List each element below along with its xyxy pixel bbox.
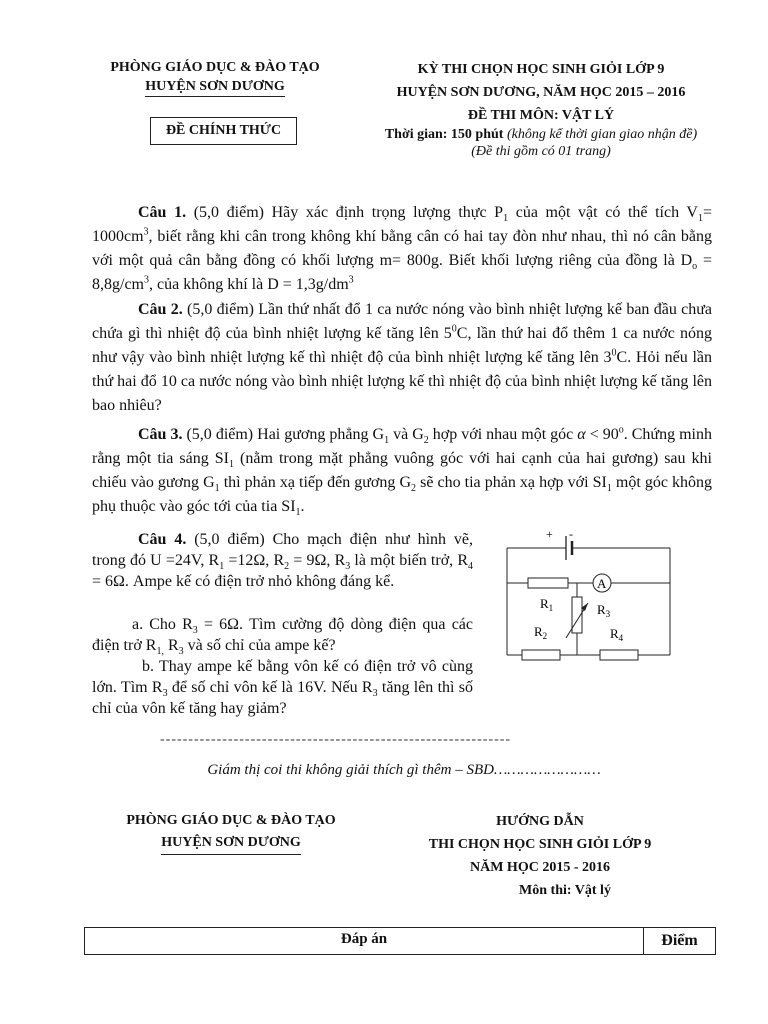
- answer-subtitle: THI CHỌN HỌC SINH GIỎI LỚP 9: [428, 837, 652, 852]
- exam-title: KỲ THI CHỌN HỌC SINH GIỎI LỚP 9: [417, 62, 665, 77]
- exam-district-year: HUYỆN SƠN DƯƠNG, NĂM HỌC 2015 – 2016: [396, 85, 686, 100]
- answer-title: HƯỚNG DẪN: [496, 814, 584, 829]
- r3-label: $R_3$: [597, 602, 611, 619]
- official-exam-box: ĐỀ CHÍNH THỨC: [150, 117, 297, 145]
- question-4-part-a: a. Cho $R_3 = 6\Omega$. Tìm cường độ dòng điện qua các điện trở $R_{1,}$ $R_3$ và số chỉ của ampe kế?: [92, 616, 474, 658]
- question-1: Câu 1. (5,0 điểm) Hãy xác định trọng lượng thực $P_1$ của một vật có thể tích $V_1= 1000cm^3$, biết rằng khi cân trong không khí bằng cân có hai tay đòn như nhau, thì nó cân bằng với một quả cân bằng đồng có khối lượng m= 800g. Biết khối lượng riêng của đồng là $D_o = 8,8g/cm^3$, của không khí là $D = 1,3g/dm^3$: [92, 204, 713, 293]
- r1-label: $R_1$: [540, 596, 554, 613]
- battery-minus-label: -: [569, 527, 573, 541]
- resistor-r2: [522, 650, 560, 660]
- question-2: Câu 2. (5,0 điểm) Lần thứ nhất đổ 1 ca nước nóng vào bình nhiệt lượng kế ban đầu chưa chứa gì thì nhiệt độ của bình nhiệt lượng kế tăng lên $5^0C$, lần thứ hai đổ thêm 1 ca nước nóng như vậy vào bình nhiệt lượng kế thì nhiệt độ của bình nhiệt lượng kế tăng lên $3^0C$. Hỏi nếu lần thứ hai đổ 10 ca nước nóng vào bình nhiệt lượng kế thì nhiệt độ của bình nhiệt lượng kế tăng lên bao nhiêu?: [92, 301, 713, 414]
- resistor-r1: [528, 578, 568, 588]
- district-name: HUYỆN SƠN DƯƠNG: [145, 77, 285, 97]
- score-column-header: Điểm: [661, 932, 698, 949]
- question-3: Câu 3. (5,0 điểm) Hai gương phẳng $G_1$ và $G_2$ hợp với nhau một góc $\alpha < 90^o$. Chứng minh rằng một tia sáng $SI_1$ (nằm trong mặt phẳng vuông góc với hai cạnh của hai gương) sau khi chiếu vào gương $G_1$ thì phản xạ tiếp đến gương $G_2$ sẽ cho tia phản xạ hợp với $SI_1$ một góc không phụ thuộc vào góc tới của tia $SI_1$.: [92, 424, 713, 519]
- answer-subject: Môn thi: Vật lý: [519, 883, 611, 898]
- footer-note: Giám thị coi thi không giải thích gì thêm – SBD……………………: [207, 762, 601, 778]
- exam-time: Thời gian: 150 phút (không kể thời gian giao nhận đề) (Đề thi gồm có 01 trang): [344, 126, 738, 160]
- answer-column-header: Đáp án: [85, 928, 644, 954]
- question-4: Câu 4. (5,0 điểm) Cho mạch điện như hình vẽ, trong đó U =24V, $R_1 =12\Omega$, $R_2 = 9\Omega$, $R_3$ là một biến trở, $R_4 = 6\Omega$. Ampe kế có điện trở nhỏ không đáng kể.: [92, 531, 474, 590]
- answer-table-header: [84, 927, 716, 955]
- separator-line: --------------------------------------------------------------: [160, 732, 512, 747]
- resistor-r4: [600, 650, 638, 660]
- r2-label: $R_2$: [534, 624, 548, 641]
- answer-district: HUYỆN SƠN DƯƠNG: [161, 832, 301, 855]
- department-name: PHÒNG GIÁO DỤC & ĐÀO TẠO HUYỆN SƠN DƯƠNG: [84, 58, 346, 97]
- answer-title-block: [380, 810, 700, 902]
- r4-label: $R_4$: [610, 626, 624, 643]
- alpha-symbol: α: [577, 426, 586, 443]
- answer-year: NĂM HỌC 2015 - 2016: [470, 860, 610, 875]
- answer-department: PHÒNG GIÁO DỤC & ĐÀO TẠO HUYỆN SƠN DƯƠNG: [100, 810, 362, 855]
- circuit-diagram: [500, 524, 680, 666]
- question-4-part-b: b. Thay ampe kế bằng vôn kế có điện trở vô cùng lớn. Tìm $R_3$ để số chỉ vôn kế là 16V. Nếu $R_3$ tăng lên thì số chỉ của vôn kế tăng hay giảm?: [92, 658, 474, 717]
- exam-subject: ĐỀ THI MÔN: VẬT LÝ: [467, 108, 615, 123]
- battery-plus-label: +: [546, 527, 553, 541]
- ammeter-label: A: [597, 576, 607, 591]
- pages-note: (Đề thi gồm có 01 trang): [471, 144, 611, 159]
- exam-title-block: [344, 58, 738, 127]
